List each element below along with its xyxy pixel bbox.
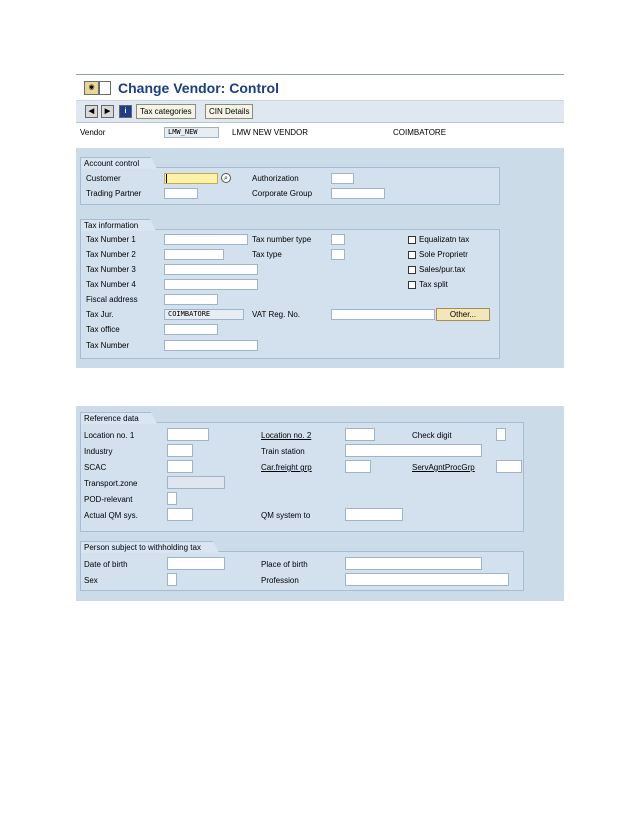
tax-information-group (80, 229, 500, 359)
tax-jur-field[interactable]: COIMBATORE (164, 309, 244, 320)
tax-office-label: Tax office (86, 325, 120, 334)
sales-pur-tax-checkbox[interactable] (408, 266, 416, 274)
customer-field[interactable] (164, 173, 218, 184)
tax-number-4-label: Tax Number 4 (86, 280, 136, 289)
location-no-1-field[interactable] (167, 428, 209, 441)
place-of-birth-field[interactable] (345, 557, 482, 570)
tax-split-label: Tax split (419, 280, 448, 289)
vendor-name: LMW NEW VENDOR (232, 128, 308, 137)
document-icon[interactable] (99, 81, 111, 95)
tax-categories-button[interactable]: Tax categories (136, 104, 196, 119)
top-border (76, 74, 564, 75)
authorization-field[interactable] (331, 173, 354, 184)
scac-field[interactable] (167, 460, 193, 473)
corporate-group-label: Corporate Group (252, 189, 313, 198)
other-button[interactable]: Other... (436, 308, 490, 321)
customer-label: Customer (86, 174, 121, 183)
vat-reg-no-label: VAT Reg. No. (252, 310, 301, 319)
authorization-label: Authorization (252, 174, 299, 183)
serv-agnt-proc-grp-label: ServAgntProcGrp (412, 463, 475, 472)
vat-reg-no-field[interactable] (331, 309, 435, 320)
serv-agnt-proc-grp-field[interactable] (496, 460, 522, 473)
location-no-2-field[interactable] (345, 428, 375, 441)
profession-label: Profession (261, 576, 299, 585)
tax-number-3-label: Tax Number 3 (86, 265, 136, 274)
tax-number-type-label: Tax number type (252, 235, 312, 244)
tax-number-label: Tax Number (86, 341, 130, 350)
tax-number-field[interactable] (164, 340, 258, 351)
fiscal-address-field[interactable] (164, 294, 218, 305)
qm-system-to-label: QM system to (261, 511, 311, 520)
tax-number-3-field[interactable] (164, 264, 258, 275)
pod-relevant-label: POD-relevant (84, 495, 133, 504)
vendor-glasses-icon[interactable]: ◉ (84, 81, 99, 95)
tax-number-1-label: Tax Number 1 (86, 235, 136, 244)
equalization-tax-checkbox[interactable] (408, 236, 416, 244)
pod-relevant-field[interactable] (167, 492, 177, 505)
tax-information-title: Tax information (80, 219, 150, 231)
cin-details-button[interactable]: CIN Details (205, 104, 253, 119)
account-control-group (80, 167, 500, 205)
tax-split-checkbox[interactable] (408, 281, 416, 289)
actual-qm-sys-field[interactable] (167, 508, 193, 521)
place-of-birth-label: Place of birth (261, 560, 308, 569)
trading-partner-field[interactable] (164, 188, 198, 199)
transport-zone-label: Transport.zone (84, 479, 138, 488)
sex-field[interactable] (167, 573, 177, 586)
corporate-group-field[interactable] (331, 188, 385, 199)
location-no-1-label: Location no. 1 (84, 431, 135, 440)
tax-jur-label: Tax Jur. (86, 310, 114, 319)
qm-system-to-field[interactable] (345, 508, 403, 521)
car-freight-grp-label: Car.freight grp (261, 463, 312, 472)
industry-label: Industry (84, 447, 113, 456)
actual-qm-sys-label: Actual QM sys. (84, 511, 138, 520)
check-digit-label: Check digit (412, 431, 452, 440)
equalization-tax-label: Equalizatn tax (419, 235, 470, 244)
location-no-2-label: Location no. 2 (261, 431, 312, 440)
trading-partner-label: Trading Partner (86, 189, 142, 198)
profession-field[interactable] (345, 573, 509, 586)
text-cursor (166, 174, 167, 183)
train-station-label: Train station (261, 447, 305, 456)
reference-data-title: Reference data (80, 412, 151, 424)
info-icon[interactable]: i (119, 105, 132, 118)
vendor-city: COIMBATORE (393, 128, 447, 137)
page-title: Change Vendor: Control (118, 80, 279, 96)
check-digit-field[interactable] (496, 428, 506, 441)
tax-number-type-field[interactable] (331, 234, 345, 245)
date-of-birth-label: Date of birth (84, 560, 128, 569)
sole-proprietor-label: Sole Proprietr (419, 250, 468, 259)
car-freight-grp-field[interactable] (345, 460, 371, 473)
tax-number-2-label: Tax Number 2 (86, 250, 136, 259)
industry-field[interactable] (167, 444, 193, 457)
vendor-label: Vendor (80, 128, 106, 137)
scac-label: SCAC (84, 463, 107, 472)
sex-label: Sex (84, 576, 98, 585)
search-help-icon[interactable]: ⌕ (221, 173, 231, 183)
account-control-title: Account control (80, 157, 151, 169)
tax-number-1-field[interactable] (164, 234, 248, 245)
vendor-number-field: LMW_NEW (164, 127, 219, 138)
sales-pur-tax-label: Sales/pur.tax (419, 265, 466, 274)
withholding-person-title: Person subject to withholding tax (80, 541, 213, 553)
tax-type-label: Tax type (252, 250, 282, 259)
previous-screen-icon[interactable]: ◀ (85, 105, 98, 118)
tax-number-4-field[interactable] (164, 279, 258, 290)
fiscal-address-label: Fiscal address (86, 295, 138, 304)
date-of-birth-field[interactable] (167, 557, 225, 570)
transport-zone-field[interactable] (167, 476, 225, 489)
sole-proprietor-checkbox[interactable] (408, 251, 416, 259)
train-station-field[interactable] (345, 444, 482, 457)
tax-type-field[interactable] (331, 249, 345, 260)
next-screen-icon[interactable]: ▶ (101, 105, 114, 118)
tax-office-field[interactable] (164, 324, 218, 335)
tax-number-2-field[interactable] (164, 249, 224, 260)
